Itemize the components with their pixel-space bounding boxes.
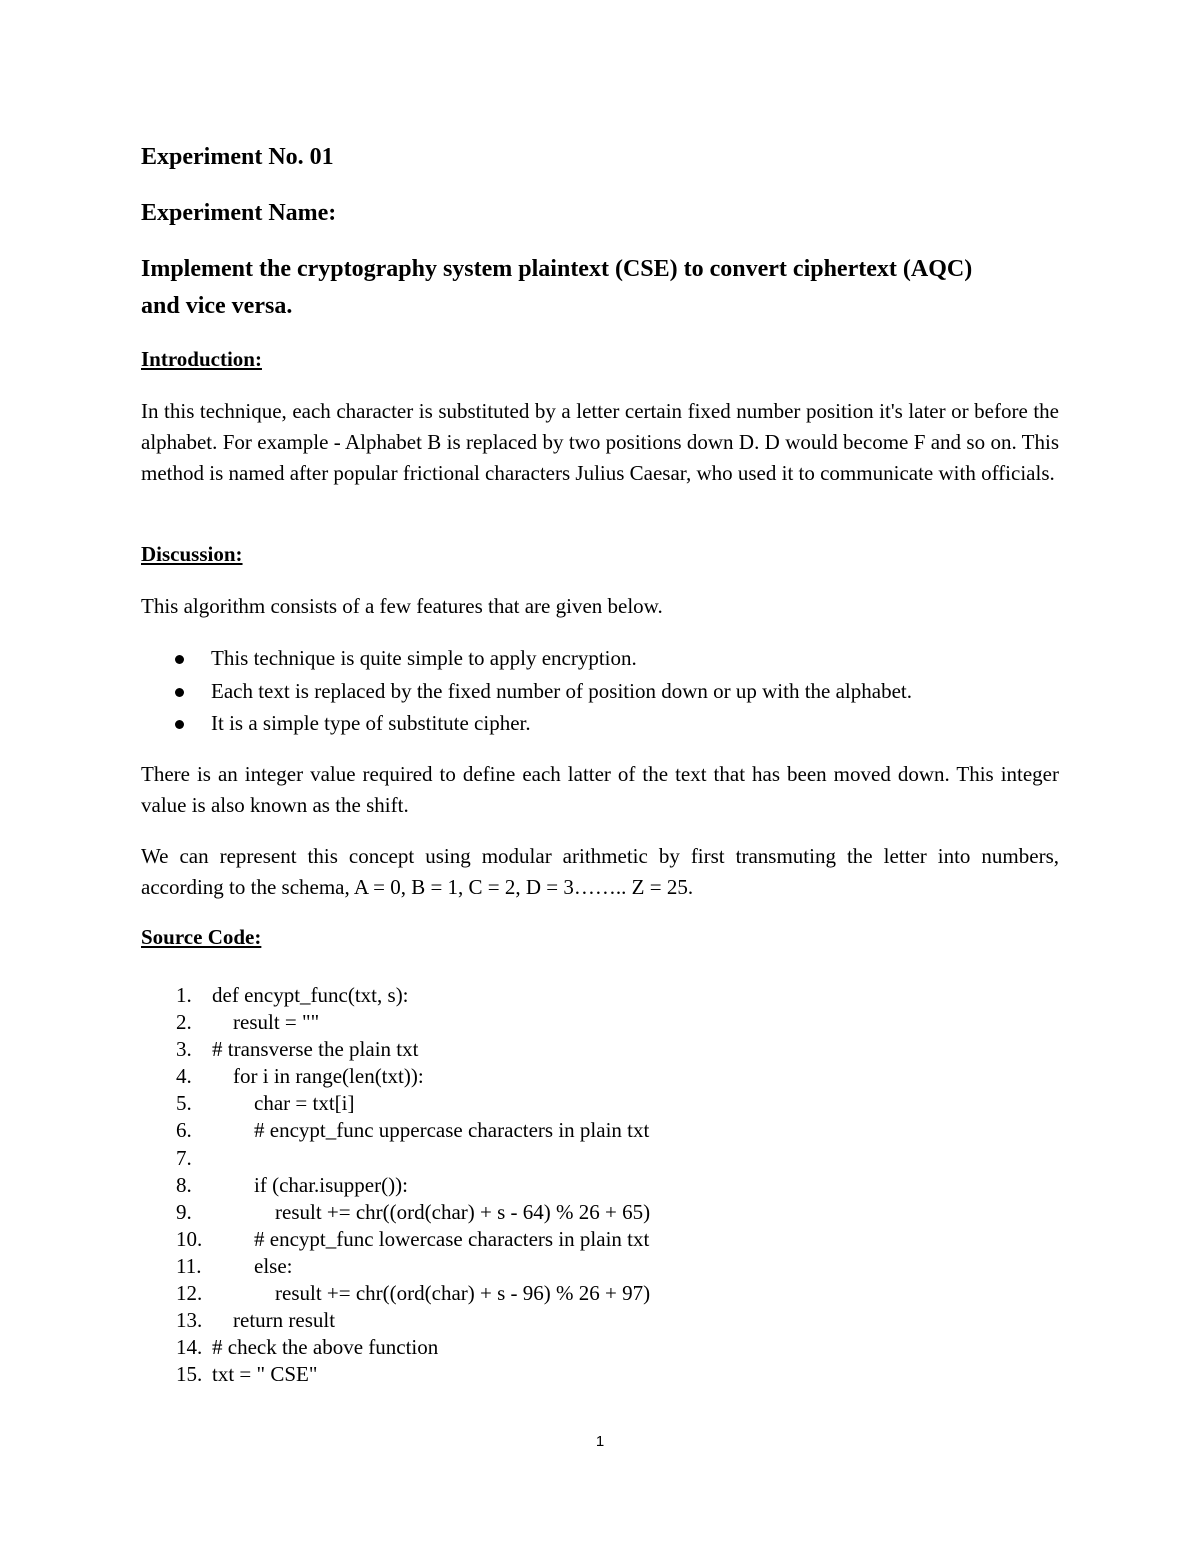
list-item [160, 642, 912, 675]
line-number: 3. [176, 1037, 192, 1062]
line-number: 5. [176, 1091, 192, 1116]
modular-arithmetic-paragraph: We can represent this concept using modular arithmetic by first transmuting the letter into numbers, according to the schema, A = 0, B = 1, C = 2, D = 3…….. Z = 25. [141, 844, 1059, 899]
bullet-icon [175, 688, 184, 697]
code-text: # check the above function [212, 1335, 439, 1360]
feature-list [160, 642, 912, 740]
line-number: 11. [176, 1253, 202, 1278]
list-item [160, 675, 912, 708]
discussion-lead: This algorithm consists of a few features that are given below. [141, 594, 663, 618]
bullet-icon [175, 655, 184, 664]
line-number: 14. [176, 1335, 203, 1360]
code-text: if (char.isupper()): [212, 1172, 408, 1197]
code-text: result += chr((ord(char) + s - 96) % 26 + 97) [212, 1281, 651, 1306]
experiment-title-line-1: Implement the cryptography system plaintext (CSE) to convert ciphertext (AQC) [141, 256, 973, 282]
introduction-text: In this technique, each character is substituted by a letter certain fixed number position it's later or before the alphabet. For example - Alphabet B is replaced by two positions down D. D would become F and so on. This method is named after popular frictional characters Julius Caesar, who used it to communicate with officials. [141, 399, 1059, 485]
list-item [160, 707, 912, 740]
source-code-listing [176, 982, 650, 1388]
code-line [176, 1117, 650, 1144]
code-line [176, 1145, 650, 1172]
code-text: return result [212, 1308, 336, 1333]
code-line [176, 1226, 650, 1253]
code-line [176, 1090, 650, 1117]
list-item-text: This technique is quite simple to apply encryption. [211, 646, 637, 670]
bullet-icon [175, 720, 184, 729]
code-line [176, 1009, 650, 1036]
line-number: 4. [176, 1064, 192, 1089]
list-item-text: Each text is replaced by the fixed number of position down or up with the alphabet. [211, 678, 912, 703]
code-line [176, 1307, 650, 1334]
line-number: 2. [176, 1010, 192, 1035]
line-number: 1. [176, 983, 192, 1007]
code-text: # encypt_func lowercase characters in plain txt [212, 1226, 650, 1251]
experiment-number: Experiment No. 01 [141, 144, 334, 170]
code-line [176, 1280, 650, 1307]
introduction-heading: Introduction: [141, 347, 262, 371]
code-line [176, 1361, 650, 1388]
code-text: # encypt_func uppercase characters in plain txt [212, 1118, 650, 1143]
code-text: txt = " CSE" [212, 1362, 318, 1387]
line-number: 8. [176, 1172, 192, 1197]
experiment-title-line-2: and vice versa. [141, 293, 293, 319]
code-text: result += chr((ord(char) + s - 64) % 26 + 65) [212, 1199, 651, 1224]
code-text: result = "" [212, 1010, 320, 1035]
line-number: 10. [176, 1226, 203, 1251]
code-text: else: [212, 1253, 293, 1278]
code-line [176, 1334, 650, 1361]
experiment-name-label: Experiment Name: [141, 200, 337, 226]
line-number: 9. [176, 1199, 192, 1224]
code-text: char = txt[i] [212, 1091, 355, 1116]
page-number: 1 [595, 1433, 605, 1450]
code-text: def encypt_func(txt, s): [212, 983, 409, 1007]
code-text: for i in range(len(txt)): [212, 1064, 424, 1089]
code-text: # transverse the plain txt [212, 1037, 419, 1062]
code-line [176, 1172, 650, 1199]
code-line [176, 1199, 650, 1226]
line-number: 15. [176, 1362, 203, 1387]
list-item-text: It is a simple type of substitute cipher. [211, 711, 531, 735]
code-line [176, 982, 650, 1009]
source-code-heading: Source Code: [141, 925, 262, 949]
discussion-heading: Discussion: [141, 542, 243, 566]
code-line [176, 1253, 650, 1280]
line-number: 7. [176, 1145, 192, 1170]
code-line [176, 1063, 650, 1090]
line-number: 13. [176, 1308, 203, 1333]
line-number: 12. [176, 1281, 203, 1306]
shift-paragraph: There is an integer value required to define each latter of the text that has been moved down. This integer value is also known as the shift. [141, 762, 1059, 817]
line-number: 6. [176, 1118, 192, 1143]
code-line [176, 1036, 650, 1063]
